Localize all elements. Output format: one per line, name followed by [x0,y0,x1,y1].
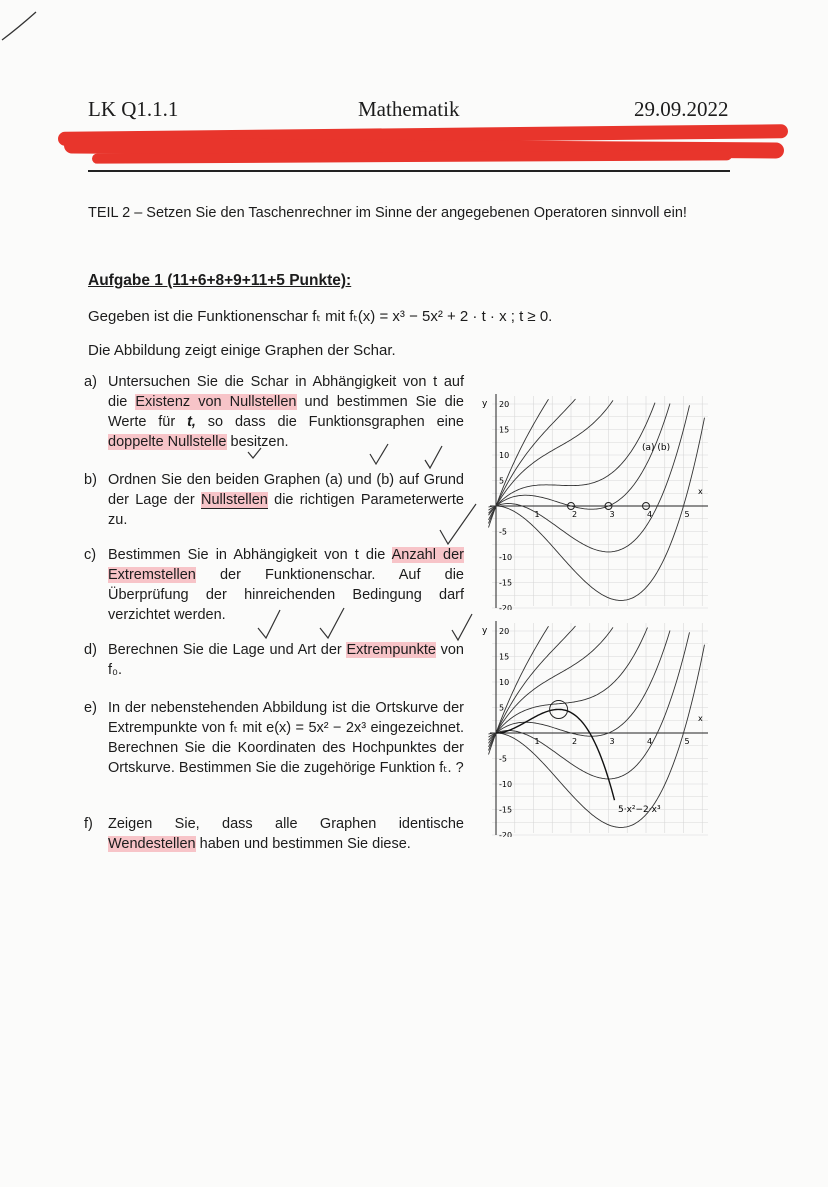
task-f [84,814,464,854]
given-function: Gegeben ist die Funktionenschar fₜ mit fₜ(x) = x³ − 5x² + 2 · t · x ; t ≥ 0. [88,308,553,325]
task-text: Berechnen Sie die Lage und Art der [108,642,347,658]
aufgabe-title: Aufgabe 1 (11+6+8+9+11+5 Punkte): [88,272,352,289]
function-curve [489,628,648,744]
function-curve [489,626,549,754]
redaction-stroke [92,150,732,163]
y-tick-label: -15 [499,578,513,588]
highlight: doppelte Nullstelle [108,434,227,450]
y-tick-label: -20 [499,604,513,610]
y-tick-label: -15 [499,805,513,815]
task-label: b) [84,472,97,488]
highlight: Anzahl der Extremstellen [108,547,464,583]
y-axis-label: y [482,399,488,409]
y-tick-label: 5 [499,703,505,713]
task-text: Ordnen Sie den beiden Graphen (a) und (b) auf Grund der Lage der [108,472,464,508]
x-tick-label: 1 [534,510,540,519]
function-curve [489,400,614,519]
y-tick-label: 10 [499,451,510,460]
check-marks [230,430,480,660]
task-e [84,698,464,778]
y-tick-label: -5 [499,754,507,764]
y-tick-label: 20 [499,400,510,409]
function-curve [489,399,549,527]
intro-text: Die Abbildung zeigt einige Graphen der Schar. [88,342,396,359]
x-tick-label: 4 [647,737,653,746]
x-axis-label: x [698,714,703,723]
function-curve [489,627,614,746]
task-text: so dass die Funktionsgraphen eine [195,414,465,430]
y-axis-label: y [482,626,488,636]
y-tick-label: 15 [499,425,510,435]
x-tick-label: 5 [684,510,690,519]
highlight: Extrempunkte [346,642,436,658]
task-label: a) [84,374,97,390]
ortskurve-label: 5·x²−2·x³ [618,805,661,815]
x-tick-label: 3 [609,737,615,746]
y-tick-label: 5 [499,476,505,486]
task-label: e) [84,700,97,716]
y-tick-label: 20 [499,627,510,636]
task-text: von f₀. [108,642,464,678]
x-tick-label: 4 [647,510,653,519]
y-tick-label: 15 [499,652,510,662]
task-text: In der nebenstehenden Abbildung ist die Ortskurve der Extrempunkte von fₜ mit e(x) = 5x² − 2x³ eingezeichnet. Berechnen Sie die Koordinaten des Hochpunktes der Ortskurve. Bestimmen Sie die zugehörige Funktion fₜ. ? [108,700,464,776]
header-rule [88,170,730,172]
x-axis-label: x [698,487,703,496]
task-text: haben und bestimmen Sie diese. [195,836,411,852]
curve-labels: (a) (b) [642,443,671,453]
task-text: Untersuchen Sie die Schar in Abhängigkeit von t auf die [108,374,464,410]
highlight: Existenz von Nullstellen [135,394,297,410]
highlight: Nullstellen [200,492,268,508]
task-text: der Funktionenschar. Auf die Überprüfung der hinreichenden Bedingung darf verzichtet werden. [108,567,464,623]
function-curve [489,403,656,516]
x-tick-label: 1 [534,737,540,746]
task-label: c) [84,547,97,563]
pen-mark [0,0,40,45]
task-label: f) [84,816,93,832]
highlight: Wendestellen [108,836,196,852]
ortskurve-curve [496,709,615,800]
x-tick-label: 3 [609,510,615,519]
x-tick-label: 2 [572,510,578,519]
instruction-text: TEIL 2 – Setzen Sie den Taschenrechner im Sinne der angegebenen Operatoren sinnvoll ein! [88,205,687,221]
task-text: Zeigen Sie, dass alle Graphen identische [108,816,464,832]
task-label: d) [84,642,97,658]
y-tick-label: -10 [499,780,513,789]
x-tick-label: 5 [684,737,690,746]
course-label: LK Q1.1.1 [88,97,179,121]
task-text: und bestimmen Sie die Werte für [108,394,464,430]
graph-2 [472,615,712,837]
y-tick-label: 10 [499,678,510,687]
y-tick-label: -5 [499,527,507,537]
task-text: besitzen. [226,434,289,450]
task-text: t, [187,414,196,430]
graph-1 [472,388,712,610]
task-text: Bestimmen Sie in Abhängigkeit von t die [108,547,392,563]
date-label: 29.09.2022 [634,97,729,121]
x-tick-label: 2 [572,737,578,746]
y-tick-label: -10 [499,553,513,562]
task-text: die richtigen Parameterwerte zu. [108,492,464,528]
subject-label: Mathematik [358,97,460,121]
y-tick-label: -20 [499,831,513,837]
